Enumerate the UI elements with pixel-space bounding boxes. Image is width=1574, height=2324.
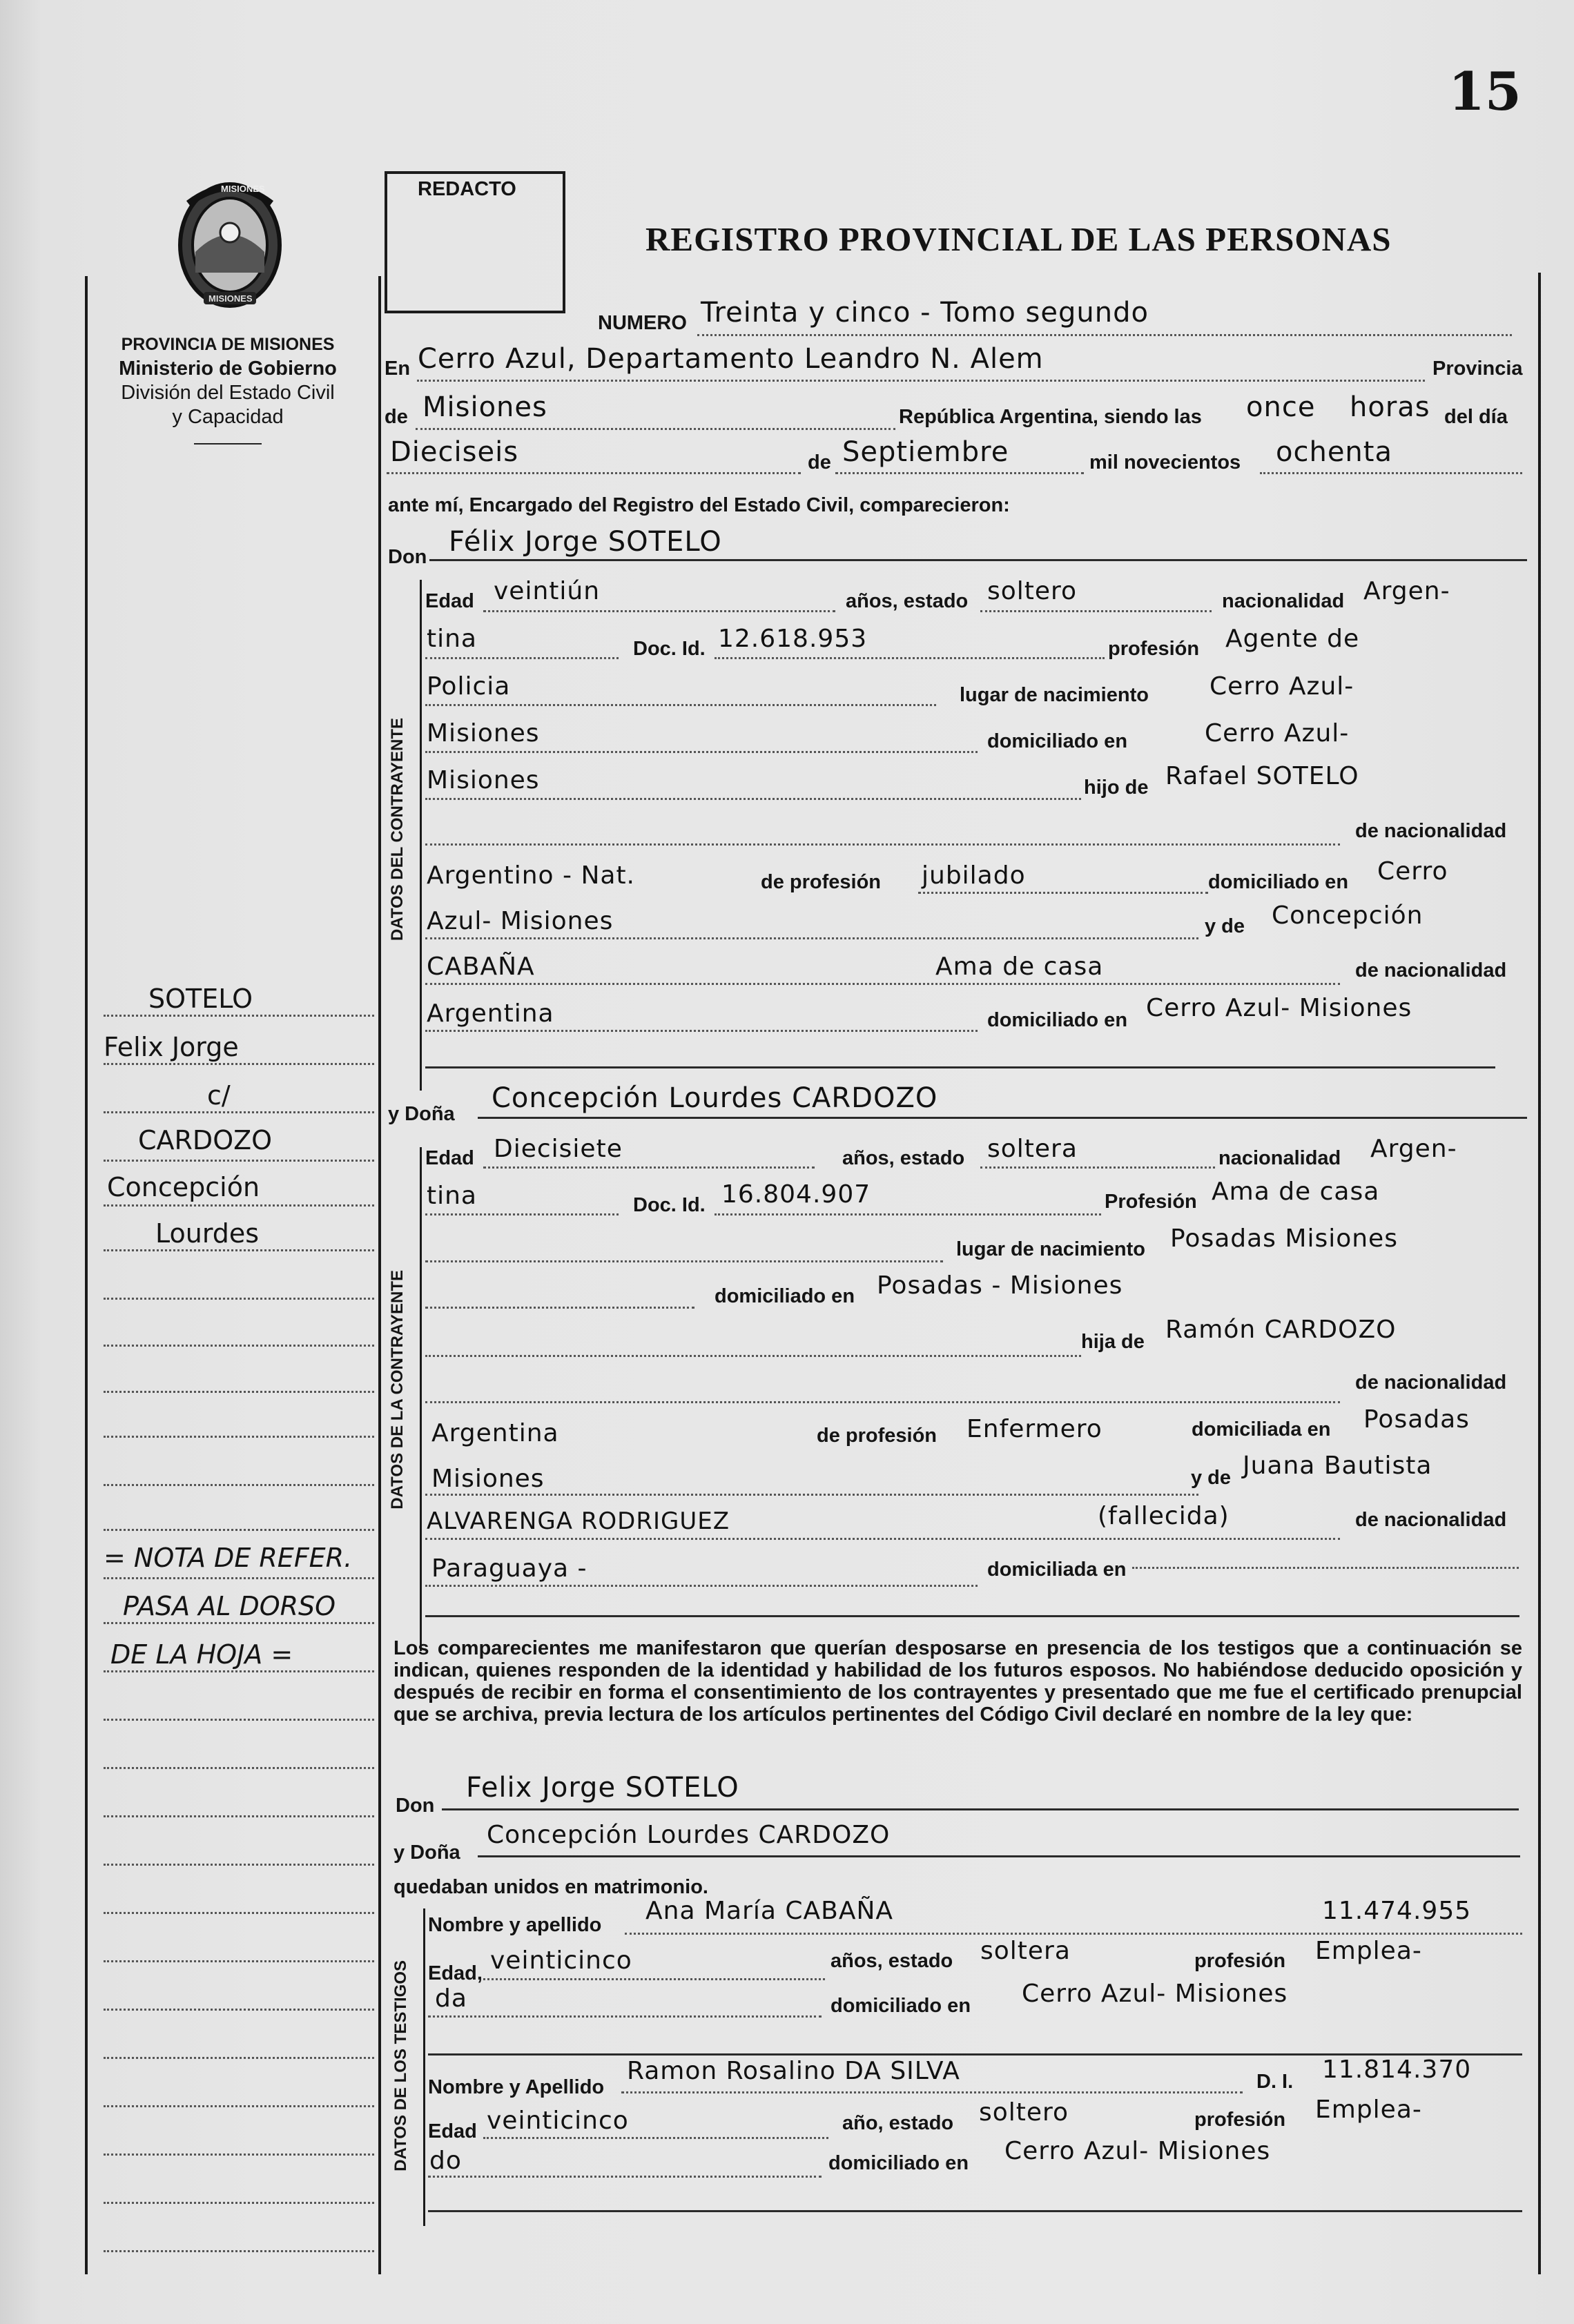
witness2-edad-label: Edad — [428, 2120, 477, 2142]
witness1-edad-label: Edad, — [428, 1962, 483, 1984]
bride-madre-value-2: ALVARENGA RODRIGUEZ — [427, 1507, 730, 1535]
margin-note-2: PASA AL DORSO — [123, 1591, 336, 1621]
groom-madre-line — [425, 983, 1340, 985]
provincia-value: Misiones — [422, 391, 547, 423]
witness2-di-label: D. I. — [1256, 2071, 1294, 2093]
decl-dona-line — [478, 1855, 1520, 1857]
margin-line — [104, 1529, 374, 1531]
witness1-dom-label: domiciliado en — [830, 1995, 971, 2017]
bride-hija-label: hija de — [1081, 1331, 1145, 1353]
groom-domicilio-value-2: Misiones — [427, 766, 540, 794]
bride-nac-line — [425, 1213, 619, 1215]
groom-edad-label: Edad — [425, 590, 474, 612]
groom-edad-value: veintiún — [494, 577, 601, 605]
dona-line — [478, 1117, 1527, 1119]
groom-nac-value-1: Argen- — [1363, 577, 1450, 605]
bride-madre-nac-value: Paraguaya - — [431, 1554, 587, 1583]
witness1-dom-value: Cerro Azul- Misiones — [1022, 1980, 1288, 2008]
groom-padre-nac-label: de nacionalidad — [1355, 820, 1507, 842]
bride-edad-line — [483, 1166, 815, 1169]
bride-domicilio-value: Posadas - Misiones — [877, 1271, 1123, 1300]
bride-madre-fallecida: (fallecida) — [1098, 1502, 1230, 1530]
groom-madre-nac-value: Argentina — [427, 999, 554, 1028]
witness2-dom-label: domiciliado en — [828, 2152, 969, 2174]
lugar-value: Cerro Azul, Departamento Leandro N. Alem — [418, 343, 1044, 375]
margin-connector: c/ — [207, 1080, 231, 1111]
groom-prof-value-2: Policia — [427, 672, 511, 701]
margin-line — [104, 2250, 374, 2252]
issuer-ministry: Ministerio de Gobierno — [119, 358, 337, 380]
bride-nacionalidad-label: nacionalidad — [1218, 1147, 1341, 1169]
mes-value: Septiembre — [842, 436, 1009, 468]
groom-estado-label: años, estado — [846, 590, 969, 612]
margin-line — [104, 2105, 374, 2107]
bride-padre-dom-value: Posadas — [1363, 1405, 1470, 1434]
provincia-label: Provincia — [1432, 358, 1523, 380]
witness2-nombre-line — [621, 2091, 1243, 2093]
anio-line — [1260, 472, 1522, 474]
de-mes-label: de — [808, 451, 831, 473]
bride-nac-value-2: tina — [427, 1182, 477, 1210]
issuer-block — [83, 333, 373, 445]
groom-doc-line — [715, 657, 1105, 659]
witness1-nombre-value: Ana María CABAÑA — [645, 1897, 894, 1925]
bride-edad-label: Edad — [425, 1147, 474, 1169]
bride-padre-nac-value: Argentina — [431, 1419, 559, 1447]
don-label: Don — [388, 546, 427, 568]
document-title: REGISTRO PROVINCIAL DE LAS PERSONAS — [645, 220, 1392, 258]
witness2-estado-value: soltero — [979, 2098, 1069, 2127]
bride-estado-label: años, estado — [842, 1147, 965, 1169]
margin-name-bride-1: Concepción — [107, 1172, 260, 1202]
groom-prof-line — [425, 704, 936, 706]
groom-padre-dom-value: Cerro — [1377, 857, 1448, 886]
groom-madre-prof-value: Ama de casa — [935, 953, 1104, 981]
groom-domicilio-label: domiciliado en — [987, 730, 1128, 752]
bride-prof-line — [425, 1260, 943, 1262]
quedaban-text: quedaban unidos en matrimonio. — [394, 1876, 708, 1898]
don-value: Félix Jorge SOTELO — [449, 526, 722, 558]
margin-line — [104, 1484, 374, 1486]
margin-line — [104, 2009, 374, 2011]
decl-dona-value: Concepción Lourdes CARDOZO — [487, 1821, 891, 1849]
mil-label: mil novecientos — [1089, 451, 1241, 473]
witness-section-label: DATOS DE LOS TESTIGOS — [391, 1960, 410, 2171]
issuer-province: PROVINCIA DE MISIONES — [121, 335, 335, 354]
bride-madre-value: Juana Bautista — [1243, 1452, 1432, 1480]
witness1-edad-line — [483, 1978, 825, 1980]
margin-note-1: = NOTA DE REFER. — [104, 1543, 353, 1573]
margin-line — [104, 2057, 374, 2059]
bride-padre-dom-value-2: Misiones — [431, 1465, 545, 1493]
margin-name-bride-2: Lourdes — [155, 1218, 260, 1249]
declaration-paragraph: Los comparecientes me manifestaron que querían desposarse en presencia de los testigos que a continuación se indican, quienes responden de la identidad y habilidad de los futuros esposos. No habiéndose deducido oposición y después de recibir en forma el consentimiento de los contrayentes y presentado que me fue el certificado prenupcial que se archiva, previa lectura de los artículos pertinentes del Código Civil declaré en nombre de la ley que: — [394, 1637, 1522, 1726]
dona-value: Concepción Lourdes CARDOZO — [492, 1082, 938, 1114]
bride-padre-value: Ramón CARDOZO — [1165, 1316, 1397, 1344]
bride-madre-nac-label: de nacionalidad — [1355, 1509, 1507, 1531]
groom-padre-dom-value-2: Azul- Misiones — [427, 907, 614, 935]
margin-line — [104, 1912, 374, 1914]
bride-doc-line — [715, 1213, 1101, 1215]
margin-line — [104, 1960, 374, 1962]
margin-line — [104, 1160, 374, 1162]
witness1-estado-value: soltera — [980, 1937, 1071, 1965]
groom-padre-prof-line — [918, 892, 1208, 894]
groom-estado-value: soltero — [987, 577, 1078, 605]
bride-blank-line — [425, 1615, 1519, 1617]
bride-domicilio-label: domiciliado en — [715, 1285, 855, 1307]
bride-y-de-label: y de — [1191, 1467, 1232, 1489]
groom-nac-line — [425, 657, 619, 659]
numero-label: NUMERO — [598, 312, 687, 334]
groom-padre-prof-label: de profesión — [761, 871, 882, 893]
bride-madre-dom-line — [1132, 1567, 1519, 1569]
groom-doc-value: 12.618.953 — [718, 625, 868, 653]
witness-bracket-line — [423, 1908, 425, 2226]
witness1-di-value: 11.474.955 — [1322, 1897, 1472, 1925]
margin-line — [104, 1298, 374, 1300]
bride-padre-line — [425, 1401, 1340, 1403]
groom-bracket-line — [420, 580, 422, 1091]
bride-nac-value-1: Argen- — [1370, 1135, 1457, 1163]
del-dia-label: del día — [1444, 406, 1508, 428]
groom-lugar-label: lugar de nacimiento — [960, 684, 1149, 706]
groom-padre-dom-line — [425, 937, 1198, 939]
bride-padre-dom-line — [425, 1494, 1198, 1496]
margin-line — [104, 1767, 374, 1769]
bride-prof-value: Ama de casa — [1212, 1178, 1380, 1206]
numero-value: Treinta y cinco - Tomo segundo — [701, 297, 1149, 329]
margin-note-3: DE LA HOJA = — [110, 1639, 293, 1670]
groom-domicilio-line — [425, 798, 1081, 800]
margin-line — [104, 1111, 374, 1113]
margin-line — [104, 1249, 374, 1251]
witness2-nombre-label: Nombre y Apellido — [428, 2076, 605, 2098]
margin-line — [104, 1719, 374, 1721]
witness1-prof-line — [428, 2015, 822, 2018]
groom-madre-value: Concepción — [1272, 901, 1424, 930]
right-border-line — [1538, 273, 1541, 2274]
groom-padre-prof-value: jubilado — [922, 861, 1026, 890]
margin-line — [104, 1670, 374, 1672]
mes-line — [835, 472, 1084, 474]
bride-section-label: DATOS DE LA CONTRAYENTE — [388, 1270, 407, 1510]
margin-line — [104, 1015, 374, 1017]
margin-line — [104, 1815, 374, 1817]
groom-nacionalidad-label: nacionalidad — [1222, 590, 1345, 612]
groom-nac-value-2: tina — [427, 625, 477, 653]
bride-bracket-line — [420, 1147, 422, 1651]
bride-padre-prof-label: de profesión — [817, 1425, 937, 1447]
decl-don-line — [442, 1808, 1519, 1810]
bride-padre-nac-label: de nacionalidad — [1355, 1371, 1507, 1394]
issuer-divider — [194, 443, 262, 445]
margin-line — [104, 1063, 374, 1065]
republica-label: República Argentina, siendo las — [899, 406, 1202, 428]
dona-label: y Doña — [388, 1103, 455, 1125]
groom-padre-dom-label: domiciliado en — [1208, 871, 1349, 893]
witness1-prof-value-2: da — [435, 1984, 467, 2013]
bride-estado-value: soltera — [987, 1135, 1078, 1163]
margin-line — [104, 1622, 374, 1624]
provincia-line — [416, 428, 895, 430]
issuer-division: División del Estado Civil — [121, 382, 335, 404]
decl-dona-label: y Doña — [394, 1842, 460, 1864]
witness2-edad-value: veinticinco — [487, 2107, 629, 2135]
witness1-edad-value: veinticinco — [490, 1946, 632, 1975]
witness1-estado-label: años, estado — [830, 1950, 953, 1972]
page-number: 15 — [1448, 61, 1522, 122]
groom-doc-label: Doc. Id. — [633, 638, 706, 660]
bride-domicilio-line — [425, 1355, 1081, 1357]
groom-lugar-value-2: Misiones — [427, 719, 540, 748]
witness2-di-value: 11.814.370 — [1322, 2056, 1472, 2084]
bride-lugar-label: lugar de nacimiento — [956, 1238, 1145, 1260]
groom-section-label: DATOS DEL CONTRAYENTE — [388, 718, 407, 941]
witness1-nombre-label: Nombre y apellido — [428, 1914, 602, 1936]
groom-hijo-label: hijo de — [1084, 777, 1149, 799]
witness2-profesion-label: profesión — [1194, 2109, 1286, 2131]
bride-madre-dom-label: domiciliada en — [987, 1559, 1127, 1581]
groom-blank-line — [425, 1066, 1495, 1068]
groom-profesion-label: profesión — [1108, 638, 1200, 660]
groom-lugar-value: Cerro Azul- — [1209, 672, 1354, 701]
groom-padre-value: Rafael SOTELO — [1165, 762, 1359, 790]
witness1-prof-value-1: Emplea- — [1315, 1937, 1422, 1965]
witness2-dom-value: Cerro Azul- Misiones — [1004, 2137, 1271, 2165]
dia-line — [387, 472, 801, 474]
bride-padre-prof-value: Enfermero — [966, 1415, 1102, 1443]
bride-doc-value: 16.804.907 — [721, 1180, 871, 1209]
groom-madre-dom-value: Cerro Azul- Misiones — [1146, 994, 1412, 1022]
margin-line — [104, 1345, 374, 1347]
witness2-prof-value-2: do — [429, 2147, 462, 2175]
bride-profesion-label: Profesión — [1105, 1191, 1197, 1213]
margin-line — [104, 1391, 374, 1393]
groom-prof-value-1: Agente de — [1225, 625, 1360, 653]
redacto-label: REDACTO — [418, 178, 516, 200]
witness1-profesion-label: profesión — [1194, 1950, 1286, 1972]
witness2-prof-value-1: Emplea- — [1315, 2096, 1422, 2124]
margin-line — [104, 1577, 374, 1579]
groom-lugar-line — [425, 751, 978, 753]
groom-madre-dom-label: domiciliado en — [987, 1009, 1128, 1031]
margin-line — [104, 2154, 374, 2156]
groom-edad-line — [483, 610, 835, 612]
issuer-capacidad: y Capacidad — [172, 406, 284, 428]
bride-lugar-line — [425, 1307, 694, 1309]
margin-line — [104, 1864, 374, 1866]
bride-doc-label: Doc. Id. — [633, 1194, 706, 1216]
margin-line — [104, 1436, 374, 1438]
dia-value: Dieciseis — [390, 436, 519, 468]
groom-y-de-label: y de — [1205, 915, 1245, 937]
bride-madre-line — [425, 1538, 1340, 1540]
horas-label: horas — [1350, 391, 1430, 423]
margin-surname-groom: SOTELO — [148, 984, 253, 1014]
anio-value: ochenta — [1276, 436, 1392, 468]
groom-madre-nac-line — [425, 1030, 978, 1032]
groom-padre-line — [425, 843, 1340, 846]
horas-value: once — [1246, 391, 1316, 423]
groom-padre-nac-value: Argentino - Nat. — [427, 861, 635, 890]
de-label: de — [385, 406, 408, 428]
left-border-line — [85, 276, 88, 2274]
witness2-prof-line — [428, 2176, 822, 2178]
witness2-edad-line — [483, 2137, 828, 2139]
margin-line — [104, 1204, 374, 1207]
bride-estado-line — [980, 1166, 1215, 1169]
don-line — [429, 559, 1527, 561]
margin-line — [104, 2202, 374, 2204]
witness2-nombre-value: Ramon Rosalino DA SILVA — [627, 2057, 960, 2085]
numero-line — [697, 334, 1512, 336]
decl-don-label: Don — [396, 1795, 435, 1817]
bride-lugar-value: Posadas Misiones — [1170, 1224, 1398, 1253]
witness1-nombre-line — [625, 1933, 1522, 1935]
bride-padre-dom-label: domiciliada en — [1192, 1418, 1331, 1441]
groom-domicilio-value: Cerro Azul- — [1205, 719, 1350, 748]
margin-surname-bride: CARDOZO — [138, 1125, 273, 1155]
groom-madre-value-2: CABAÑA — [427, 953, 535, 981]
column-divider-line — [378, 276, 381, 2274]
witness2-estado-label: año, estado — [842, 2112, 954, 2134]
groom-madre-nac-label: de nacionalidad — [1355, 959, 1507, 982]
bride-edad-value: Diecisiete — [494, 1135, 623, 1163]
groom-estado-line — [980, 610, 1212, 612]
margin-name-groom: Felix Jorge — [104, 1032, 239, 1062]
witness2-blank-line — [428, 2210, 1522, 2212]
seal-top-text: MISIONES — [221, 184, 265, 194]
bride-madre-nac-line — [425, 1585, 978, 1587]
en-label: En — [385, 358, 411, 380]
lugar-line — [417, 380, 1425, 382]
ante-mi-text: ante mí, Encargado del Registro del Estado Civil, comparecieron: — [388, 494, 1010, 516]
seal-bottom-text: MISIONES — [208, 293, 253, 304]
decl-don-value: Felix Jorge SOTELO — [466, 1772, 739, 1804]
